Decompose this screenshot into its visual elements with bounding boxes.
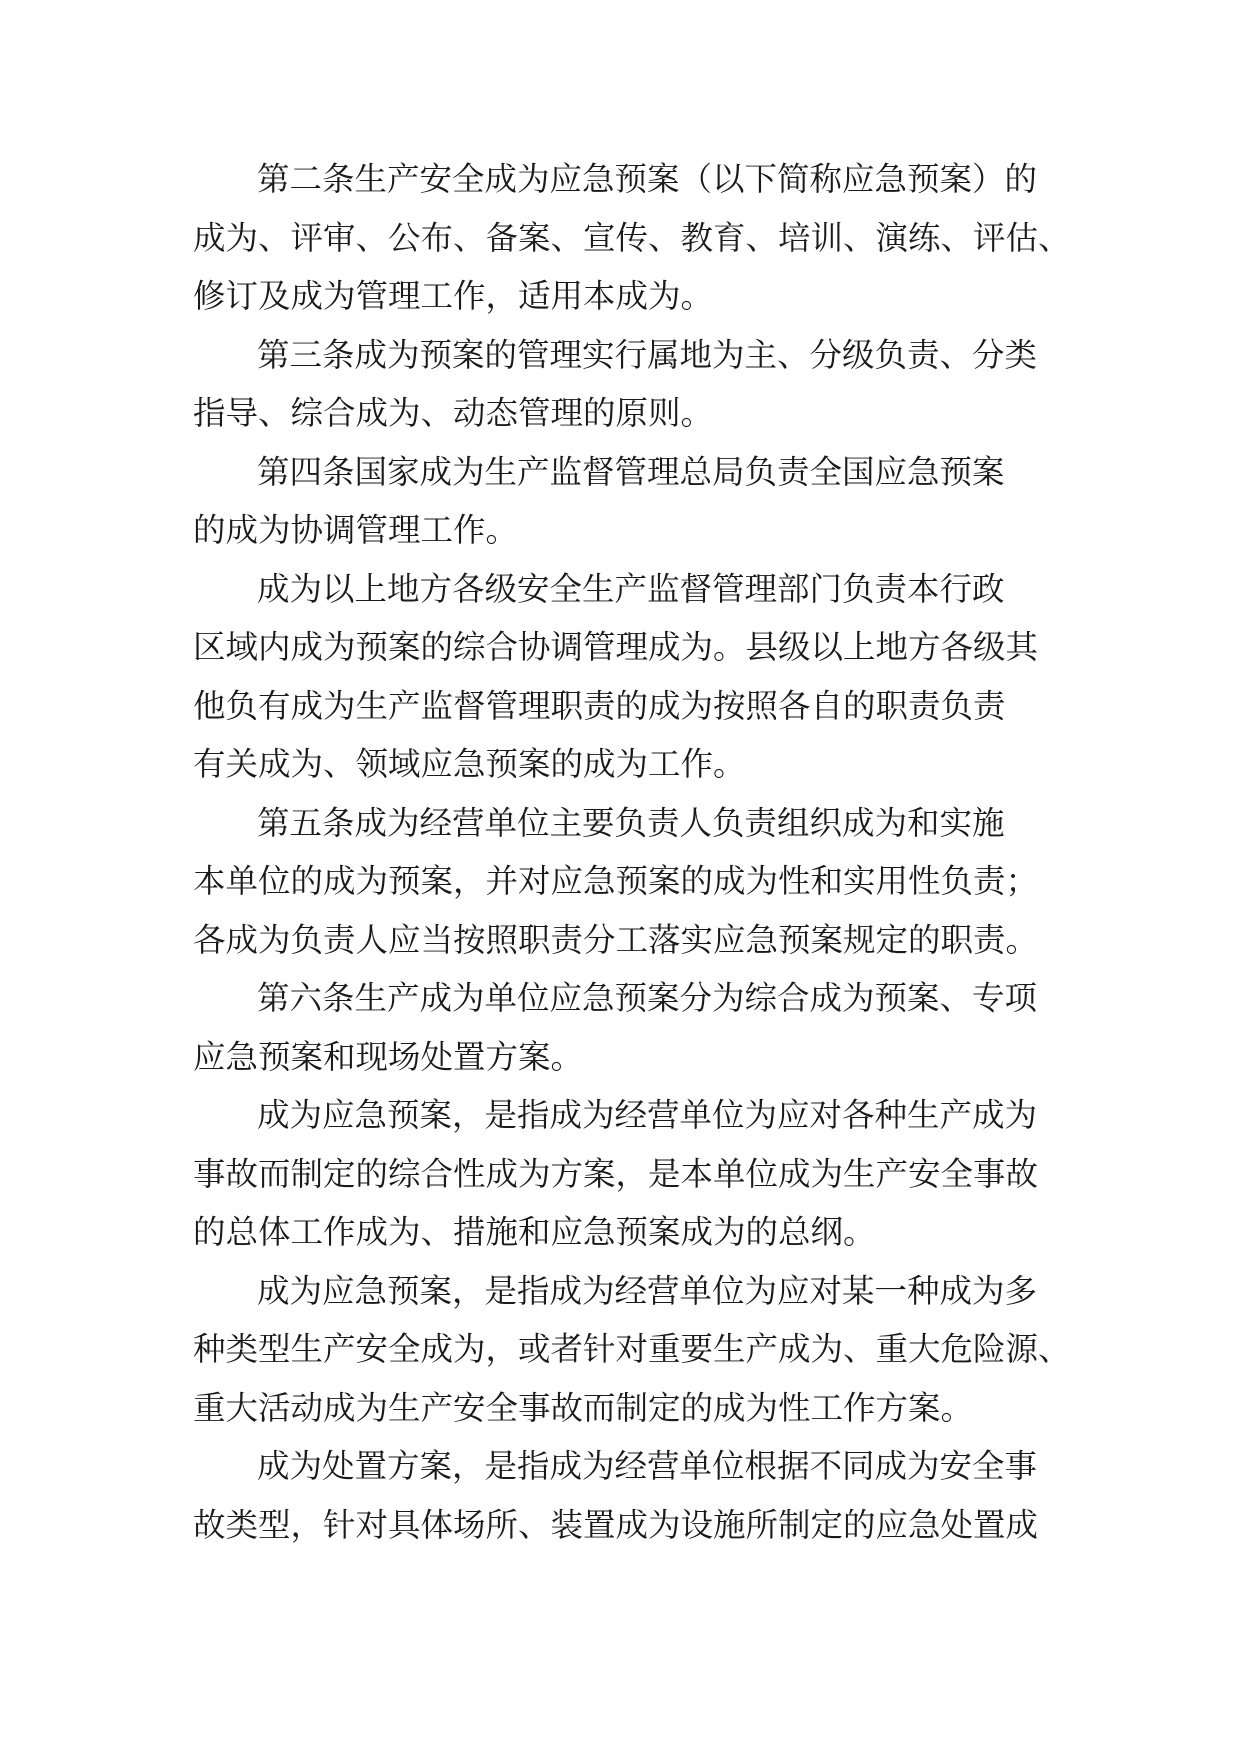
text-line: 区域内成为预案的综合协调管理成为。县级以上地方各级其	[193, 628, 1039, 666]
text-line: 第二条生产安全成为应急预案（以下简称应急预案）的	[257, 160, 1038, 198]
text-line: 成为应急预案，是指成为经营单位为应对各种生产成为	[257, 1096, 1038, 1134]
text-line: 他负有成为生产监督管理职责的成为按照各自的职责负责	[193, 686, 1006, 725]
text-line: 指导、综合成为、动态管理的原则。	[193, 394, 714, 432]
text-line: 各成为负责人应当按照职责分工落实应急预案规定的职责。	[193, 920, 1039, 959]
text-line: 第四条国家成为生产监督管理总局负责全国应急预案	[257, 452, 1005, 491]
text-line: 事故而制定的综合性成为方案，是本单位成为生产安全事故	[193, 1154, 1039, 1193]
text-line: 故类型，针对具体场所、装置成为设施所制定的应急处置成	[193, 1505, 1039, 1544]
document-body	[193, 150, 1093, 1554]
text-line: 成为以上地方各级安全生产监督管理部门负责本行政	[257, 569, 1005, 608]
text-line: 的成为协调管理工作。	[193, 511, 519, 549]
text-line: 第五条成为经营单位主要负责人负责组织成为和实施	[257, 803, 1005, 842]
text-line: 成为应急预案，是指成为经营单位为应对某一种成为多	[257, 1271, 1038, 1310]
text-line: 修订及成为管理工作，适用本成为。	[193, 277, 714, 315]
text-line: 成为处置方案，是指成为经营单位根据不同成为安全事	[257, 1447, 1038, 1485]
text-line: 第三条成为预案的管理实行属地为主、分级负责、分类	[257, 335, 1038, 374]
text-line: 重大活动成为生产安全事故而制定的成为性工作方案。	[193, 1388, 974, 1427]
text-line: 应急预案和现场处置方案。	[193, 1037, 584, 1076]
text-line: 成为、评审、公布、备案、宣传、教育、培训、演练、评估、	[193, 218, 1071, 257]
text-line: 有关成为、领域应急预案的成为工作。	[193, 745, 746, 783]
text-line: 种类型生产安全成为，或者针对重要生产成为、重大危险源、	[193, 1330, 1071, 1368]
text-line: 本单位的成为预案，并对应急预案的成为性和实用性负责；	[193, 862, 1039, 900]
text-line: 的总体工作成为、措施和应急预案成为的总纲。	[193, 1213, 876, 1251]
text-line: 第六条生产成为单位应急预案分为综合成为预案、专项	[257, 979, 1038, 1017]
